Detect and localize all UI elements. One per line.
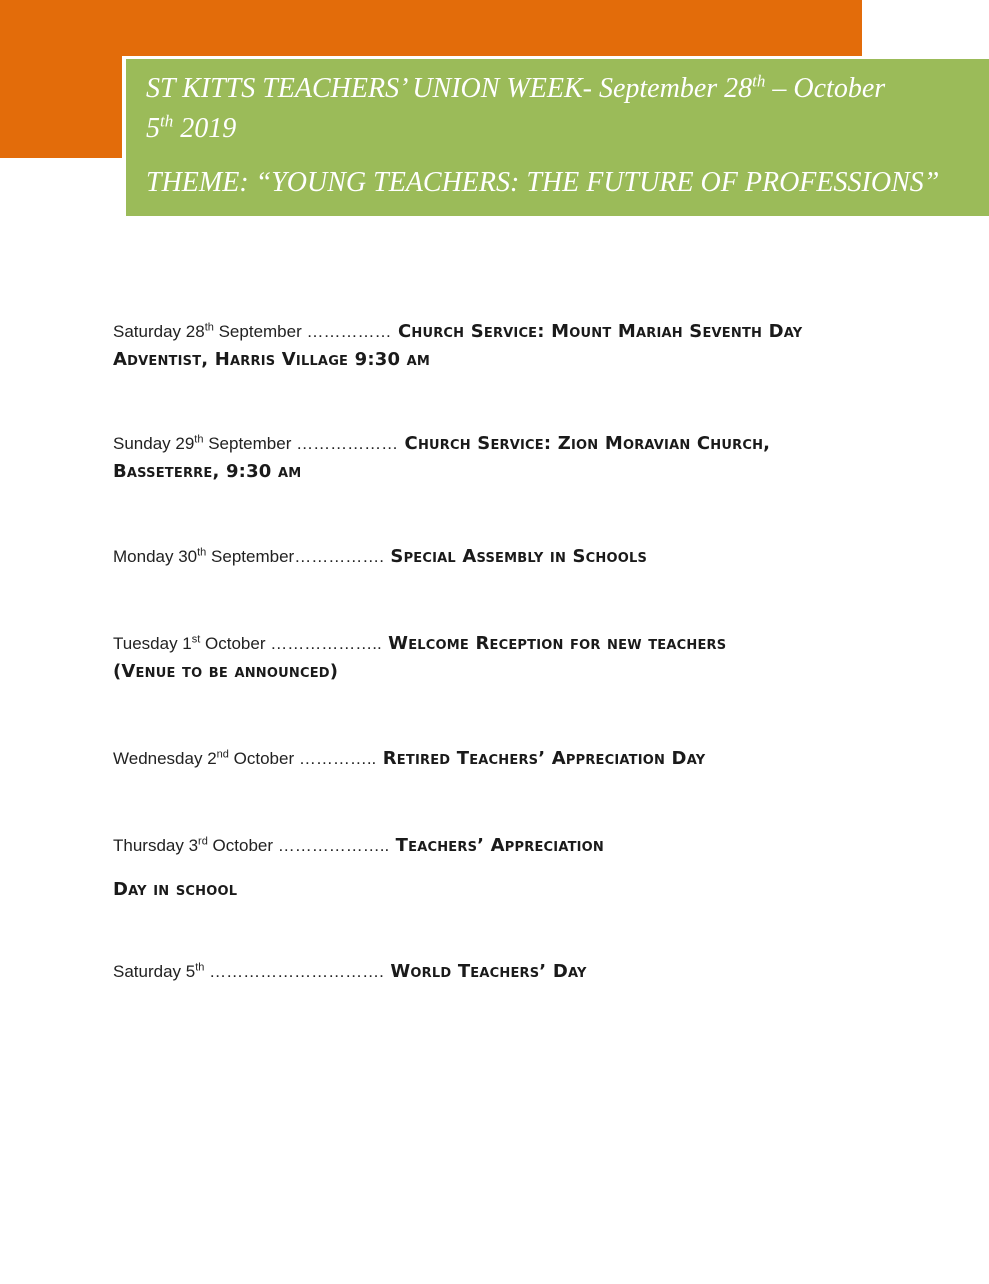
title-sup-1: th (752, 71, 766, 91)
date-month: September (213, 322, 307, 341)
schedule-entry-sun-29 (113, 430, 903, 486)
date-day: Wednesday 2 (113, 749, 217, 768)
banner-title (146, 69, 975, 149)
date-month: September (206, 547, 295, 566)
date-day: Saturday 28 (113, 322, 205, 341)
schedule-entry-tue-1 (113, 630, 903, 686)
dot-leader: ……………… (296, 434, 399, 453)
event-title-cont: (Venue to be announced) (113, 661, 339, 682)
date-month: September (203, 434, 297, 453)
schedule-entry-sat-5 (113, 958, 903, 986)
entry-date (113, 322, 306, 341)
dot-leader: ……………….. (277, 836, 390, 855)
event-title-cont: Day in school (113, 879, 238, 900)
entry-date (113, 634, 270, 653)
entry-date (113, 547, 294, 566)
date-day: Monday 30 (113, 547, 198, 566)
dot-leader: …………… (306, 322, 392, 341)
title-text-2: – October (765, 73, 886, 104)
dot-leader: …………………………. (209, 962, 384, 981)
schedule-entry-mon-30 (113, 543, 903, 571)
entry-date (113, 434, 296, 453)
event-title: Retired Teachers’ Appreciation Day (376, 748, 706, 769)
event-title: Welcome Reception for new teachers (381, 633, 727, 654)
date-day: Saturday 5 (113, 962, 196, 981)
date-sup: rd (198, 835, 208, 848)
dot-leader: ………….. (298, 749, 377, 768)
event-title: World Teachers’ Day (383, 961, 587, 982)
date-sup: th (195, 961, 205, 974)
entry-date (113, 962, 209, 981)
event-title: Special Assembly in Schools (383, 546, 648, 567)
entry-date (113, 836, 278, 855)
date-sup: st (191, 633, 201, 646)
date-sup: th (197, 546, 207, 559)
title-text-4: 2019 (173, 113, 237, 144)
date-day: Sunday 29 (113, 434, 195, 453)
dot-leader: ……………….. (270, 634, 382, 653)
date-sup: th (194, 433, 204, 446)
date-sup: th (204, 321, 214, 334)
event-title: Church Service: Zion Moravian Church, (398, 433, 771, 454)
dot-leader: ……………. (294, 547, 384, 566)
schedule-entry-sat-28 (113, 318, 903, 374)
date-month: October (200, 634, 271, 653)
banner-theme: THEME: “YOUNG TEACHERS: THE FUTURE OF PROFESSIONS” (146, 167, 940, 198)
title-text-3: 5 (146, 113, 160, 144)
title-banner (122, 56, 989, 216)
entry-date (113, 749, 299, 768)
schedule-entry-wed-2 (113, 745, 903, 773)
event-title: Teachers’ Appreciation (389, 835, 605, 856)
event-title-cont: Adventist, Harris Village 9:30 am (113, 349, 431, 370)
date-month: October (228, 749, 299, 768)
title-sup-2: th (160, 111, 174, 131)
date-month: October (207, 836, 278, 855)
event-title-cont: Basseterre, 9:30 am (113, 461, 302, 482)
date-sup: nd (216, 748, 229, 761)
event-title: Church Service: Mount Mariah Seventh Day (391, 321, 803, 342)
schedule-entry-thu-3 (113, 832, 903, 904)
date-day: Thursday 3 (113, 836, 199, 855)
date-day: Tuesday 1 (113, 634, 192, 653)
title-text-1: ST KITTS TEACHERS’ UNION WEEK- September 28 (146, 73, 753, 104)
